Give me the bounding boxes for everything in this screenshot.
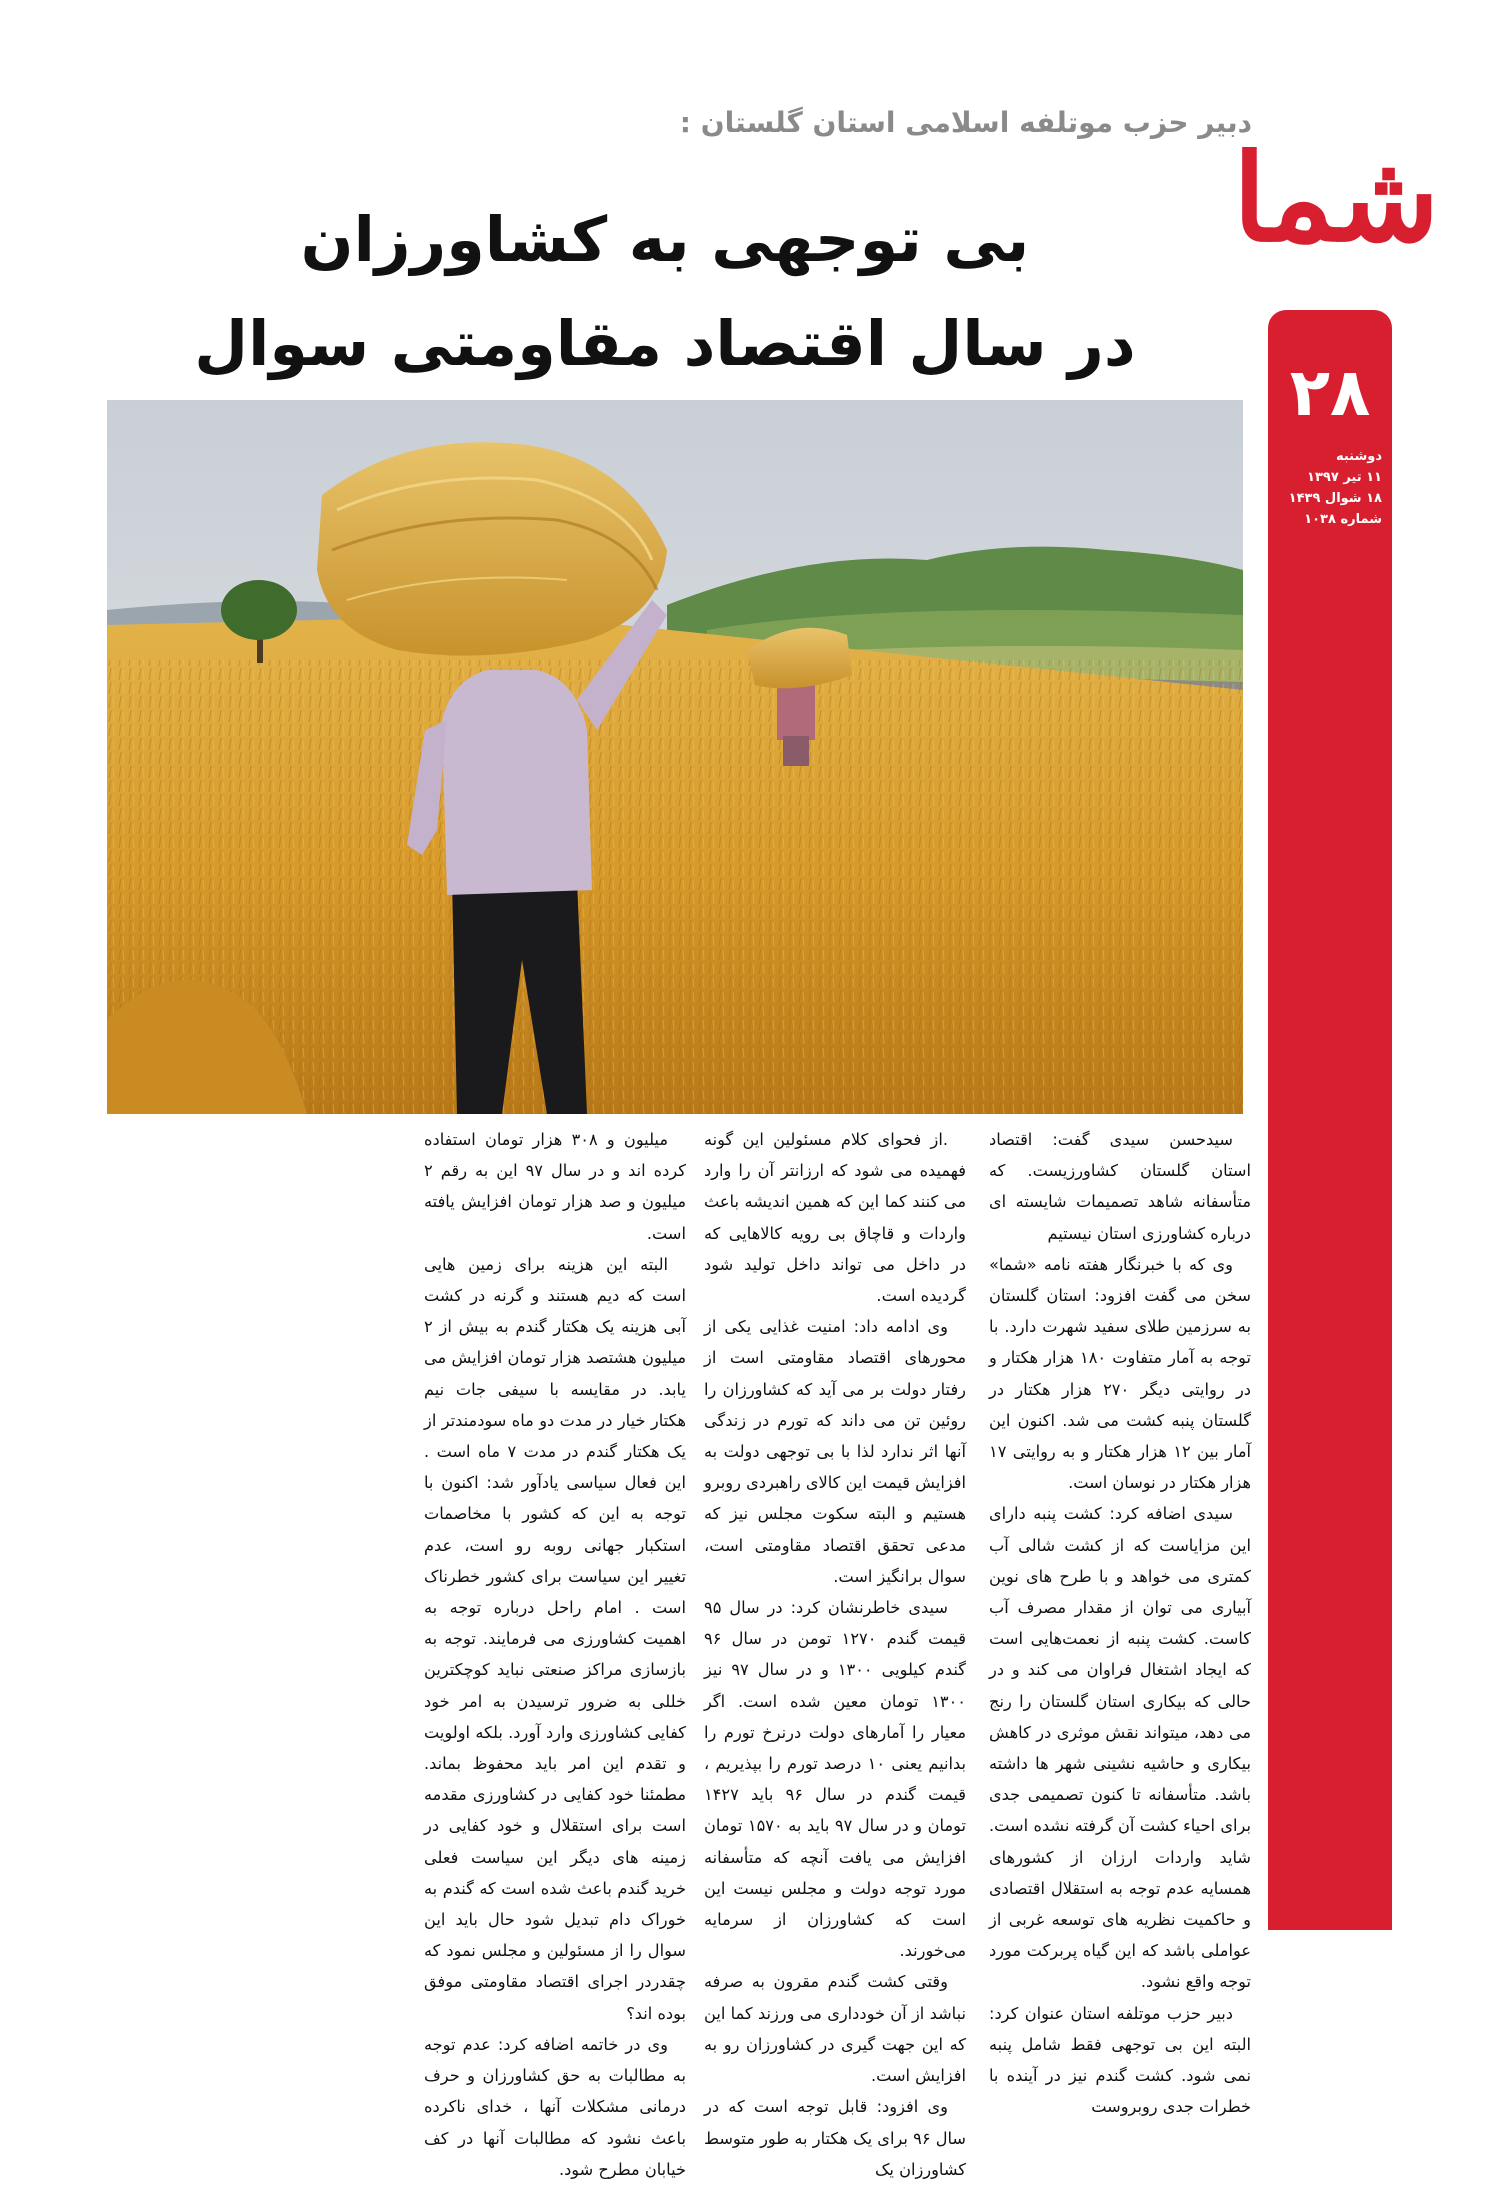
paragraph: وی در خاتمه اضافه کرد: عدم توجه به مطالبات به حق کشاورزان و حرف درمانی مشکلات آنها ، خدای ناکرده باعث نشود که مطالبات آنها در کف خیابان مطرح شود. xyxy=(424,2034,686,2179)
issue-date-hijri: ۱۸ شوال ۱۴۳۹ xyxy=(1288,491,1382,506)
masthead-logo xyxy=(1232,90,1440,310)
issue-day: دوشنبه xyxy=(1335,449,1382,464)
article-body xyxy=(112,1124,1252,2179)
headline-line-1: بی توجهی به کشاورزان xyxy=(300,203,1030,276)
article-column-2 xyxy=(704,1124,967,2179)
article-photo xyxy=(107,400,1243,1114)
issue-number: شماره ۱۰۳۸ xyxy=(1304,512,1382,527)
article-column-1 xyxy=(989,1124,1252,2117)
paragraph: وی افزود: قابل توجه است که در سال ۹۶ برای یک هکتار به طور متوسط کشاورزان یک xyxy=(704,2097,966,2179)
article-column-3 xyxy=(424,1124,687,2179)
paragraph: سیدی اضافه کرد: کشت پنبه دارای این مزایاست که از کشت شالی آب کمتری می خواهد و با طرح های نوین آبیاری می توان از مقدار مصرف آب کاست. کشت پنبه از نعمت‌هایی است که ایجاد اشتغال فراوان می کند و در حالی که بیکاری استان گلستان را رنج می دهد، میتواند نقش موثری در کاهش بیکاری و حاشیه نشینی شهر ها داشته باشد. متأسفانه تا کنون تصمیمی جدی برای احیاء کشت آن گرفته نشده است. شاید واردات ارزان از کشورهای همسایه عدم توجه به استقلال اقتصادی و حاکمیت نظریه های توسعه غربی از عواملی باشد که این گیاه پربرکت مورد توجه واقع نشود. xyxy=(989,1504,1251,1992)
paragraph: دبیر حزب موتلفه استان عنوان کرد: البته این بی توجهی فقط شامل پنبه نمی شود. کشت گندم نیز در آینده با خطرات جدی روبروست xyxy=(989,2003,1251,2117)
logo-text: شما xyxy=(1232,128,1440,269)
article-kicker: دبیر حزب موتلفه اسلامی استان گلستان : xyxy=(679,106,1252,139)
page-number: ۲۸ xyxy=(1289,354,1371,431)
paragraph: وی ادامه داد: امنیت غذایی یکی از محورهای اقتصاد مقاومتی است از رفتار دولت بر می آید که کشاورزان را روئین تن می داند که تورم در زندگی آنها اثر ندارد لذا با بی توجهی دولت به افزایش قیمت این کالای راهبردی روبرو هستیم و البته سکوت مجلس نیز که مدعی تحقق اقتصاد مقاومتی است، سوال برانگیز است. xyxy=(704,1317,966,1586)
paragraph: وی که با خبرنگار هفته نامه «شما» سخن می گفت افزود: استان گلستان به سرزمین طلای سفید شهرت دارد. با توجه به آمار متفاوت ۱۸۰ هزار هکتار و در روایتی دیگر ۲۷۰ هزار هکتار در گلستان پنبه کشت می شد. اکنون این آمار بین ۱۲ هزار هکتار و به روایتی ۱۷ هزار هکتار در نوسان است. xyxy=(989,1254,1252,1493)
headline-line-2: در سال اقتصاد مقاومتی سوال xyxy=(194,307,1136,380)
issue-sidebar xyxy=(1268,310,1392,1930)
paragraph: سیدحسن سیدی گفت: اقتصاد استان گلستان کشاورزیست. که متأسفانه شاهد تصمیمات شایسته ای درباره کشاورزی استان نیستیم xyxy=(989,1130,1251,1243)
paragraph: میلیون و ۳۰۸ هزار تومان استفاده کرده اند و در سال ۹۷ این به رقم ۲ میلیون و صد هزار تومان افزایش یافته است. xyxy=(424,1130,687,1243)
paragraph: وقتی کشت گندم مقرون به صرفه نباشد از آن خودداری می ورزند کما این که این جهت گیری در کشاورزان رو به افزایش است. xyxy=(704,1972,966,2086)
paragraph: البته این هزینه برای زمین هایی است که دیم هستند و گرنه در کشت آبی هزینه یک هکتار گندم به بیش از ۲ میلیون هشتصد هزار تومان افزایش می یابد. در مقایسه با سیفی جات نیم هکتار خیار در مدت دو ماه سودمندتر از یک هکتار گندم در مدت ۷ ماه است . این فعال سیاسی یادآور شد: اکنون با توجه به این که کشور با مخاصمات استکبار جهانی روبه رو است، عدم تغییر این سیاست برای کشور خطرناک است . امام راحل درباره توجه به اهمیت کشاورزی می فرمایند. توجه به بازسازی مراکز صنعتی نباید کوچکترین خللی به ضرور ترسیدن به امر خود کفایی کشاورزی وارد آورد. بلکه اولویت و تقدم این امر باید محفوظ بماند. مطمئنا خود کفایی در کشاورزی مقدمه است برای استقلال و خود کفایی در زمینه های دیگر این سیاست فعلی خرید گندم باعث شده است که گندم به خوراک دام تبدیل شود حال باید این سوال را از مسئولین و مجلس نمود که چقدردر اجرای اقتصاد مقاومتی موفق بوده اند؟ xyxy=(424,1254,686,2023)
issue-meta xyxy=(1268,426,1392,530)
issue-date-persian: ۱۱ تیر ۱۳۹۷ xyxy=(1307,470,1382,485)
paragraph: سیدی خاطرنشان کرد: در سال ۹۵ قیمت گندم ۱۲۷۰ تومن در سال ۹۶ گندم کیلویی ۱۳۰۰ و در سال ۹۷ نیز ۱۳۰۰ تومان معین شده است. اگر معیار را آمارهای دولت درنرخ تورم را بدانیم یعنی ۱۰ درصد تورم را بپذیریم ، قیمت گندم در سال ۹۶ باید ۱۴۲۷ تومان و در سال ۹۷ باید به ۱۵۷۰ تومان افزایش می یافت آنچه که متأسفانه مورد توجه دولت و مجلس نیست این است که کشاورزان از سرمایه می‌خورند. xyxy=(704,1598,967,1961)
paragraph: .از فحوای کلام مسئولین این گونه فهمیده می شود که ارزانتر آن را وارد می کنند کما این که همین اندیشه باعث واردات و قاچاق بی رویه کالاهایی که در داخل می تواند داخل تولید شود گردیده است. xyxy=(704,1130,966,1306)
